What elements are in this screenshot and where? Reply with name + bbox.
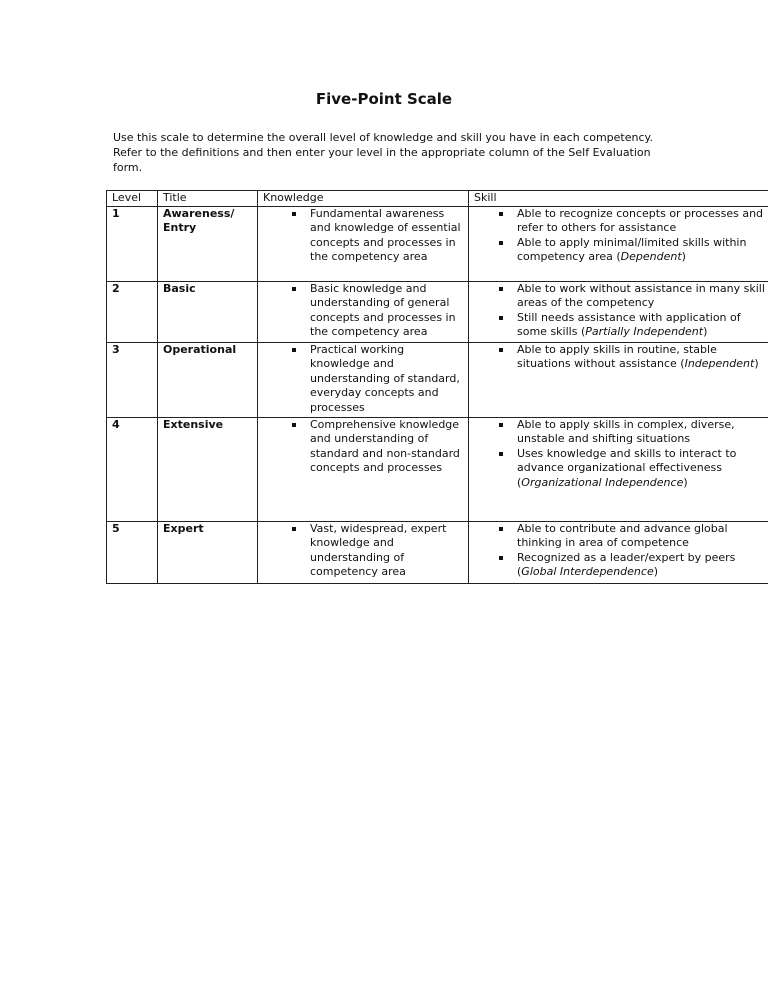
- knowledge-item: Fundamental awareness and knowledge of essential concepts and processes in the competency area: [263, 207, 464, 265]
- skill-cell: [469, 281, 768, 342]
- skill-text-closing: ): [653, 565, 659, 578]
- knowledge-item: Basic knowledge and understanding of general concepts and processes in the competency area: [263, 282, 464, 340]
- skill-text: Uses knowledge and skills to interact to advance organizational effectiveness (: [517, 446, 737, 489]
- skill-cell: [469, 342, 768, 417]
- column-header-title: Title: [158, 191, 258, 207]
- knowledge-list: [263, 207, 464, 265]
- level-cell: 2: [107, 281, 158, 342]
- skill-list: [474, 418, 768, 491]
- knowledge-item: Practical working knowledge and understanding of standard, everyday concepts and processes: [263, 343, 464, 416]
- knowledge-list: [263, 343, 464, 416]
- table-header-row: [107, 191, 768, 207]
- knowledge-list: [263, 282, 464, 340]
- skill-list: [474, 282, 768, 340]
- title-cell: Basic: [158, 281, 258, 342]
- page-title: Five-Point Scale: [315, 90, 453, 108]
- knowledge-cell: [258, 206, 469, 281]
- skill-list: [474, 207, 768, 265]
- knowledge-cell: [258, 281, 469, 342]
- skill-text: Able to contribute and advance global thinking in area of competence: [517, 521, 728, 549]
- title-cell: Extensive: [158, 417, 258, 521]
- independence-level: Partially Independent: [585, 325, 704, 338]
- knowledge-cell: [258, 417, 469, 521]
- knowledge-item: Vast, widespread, expert knowledge and understanding of competency area: [263, 522, 464, 580]
- skill-item: [474, 418, 768, 447]
- table-row: [107, 342, 768, 417]
- table-row: [107, 206, 768, 281]
- level-cell: 3: [107, 342, 158, 417]
- knowledge-cell: [258, 342, 469, 417]
- skill-list: [474, 522, 768, 580]
- level-cell: 4: [107, 417, 158, 521]
- skill-text-closing: ): [754, 357, 759, 370]
- column-header-level: Level: [107, 191, 158, 207]
- skill-item: [474, 447, 768, 491]
- title-cell: Expert: [158, 521, 258, 583]
- skill-item: [474, 236, 768, 265]
- level-cell: 5: [107, 521, 158, 583]
- column-header-knowledge: Knowledge: [258, 191, 469, 207]
- skill-cell: [469, 417, 768, 521]
- table-row: [107, 281, 768, 342]
- table-body: [107, 206, 768, 583]
- skill-text: Able to apply skills in complex, diverse, unstable and shifting situations: [517, 417, 735, 445]
- independence-level: Dependent: [620, 250, 682, 263]
- skill-text-closing: ): [681, 250, 686, 263]
- column-header-skill: Skill: [469, 191, 768, 207]
- skill-text-closing: ): [683, 475, 688, 489]
- skill-text: Able to recognize concepts or processes and refer to others for assistance: [517, 206, 764, 234]
- skill-text: Able to work without assistance in many skill areas of the competency: [517, 281, 765, 309]
- knowledge-cell: [258, 521, 469, 583]
- independence-level: Global Interdependence: [521, 565, 654, 578]
- skill-item: [474, 551, 768, 580]
- skill-text-closing: ): [703, 325, 708, 338]
- intro-paragraph: Use this scale to determine the overall level of knowledge and skill you have in each competency. Refer to the definitions and then enter your level in the appropriate column of the Self Evaluation form.: [113, 131, 653, 174]
- independence-level: Organizational Independence: [521, 475, 684, 489]
- knowledge-item: Comprehensive knowledge and understanding of standard and non-standard concepts and processes: [263, 418, 464, 476]
- independence-level: Independent: [684, 357, 755, 370]
- skill-item: [474, 282, 768, 311]
- skill-item: [474, 343, 768, 372]
- level-cell: 1: [107, 206, 158, 281]
- title-cell: Operational: [158, 342, 258, 417]
- five-point-scale-table: [106, 190, 768, 584]
- knowledge-list: [263, 522, 464, 580]
- knowledge-list: [263, 418, 464, 476]
- skill-item: [474, 522, 768, 551]
- skill-text: Still needs assistance with application of some skills (: [517, 310, 741, 338]
- table-row: [107, 521, 768, 583]
- skill-item: [474, 207, 768, 236]
- skill-text: Able to apply skills in routine, stable situations without assistance (: [517, 342, 717, 370]
- skill-text: Recognized as a leader/expert by peers (: [517, 550, 736, 578]
- skill-text: Able to apply minimal/limited skills within competency area (: [517, 235, 747, 263]
- skill-cell: [469, 206, 768, 281]
- skill-cell: [469, 521, 768, 583]
- skill-item: [474, 311, 768, 340]
- skill-list: [474, 343, 768, 372]
- table-row: [107, 417, 768, 521]
- title-cell: Awareness/ Entry: [158, 206, 258, 281]
